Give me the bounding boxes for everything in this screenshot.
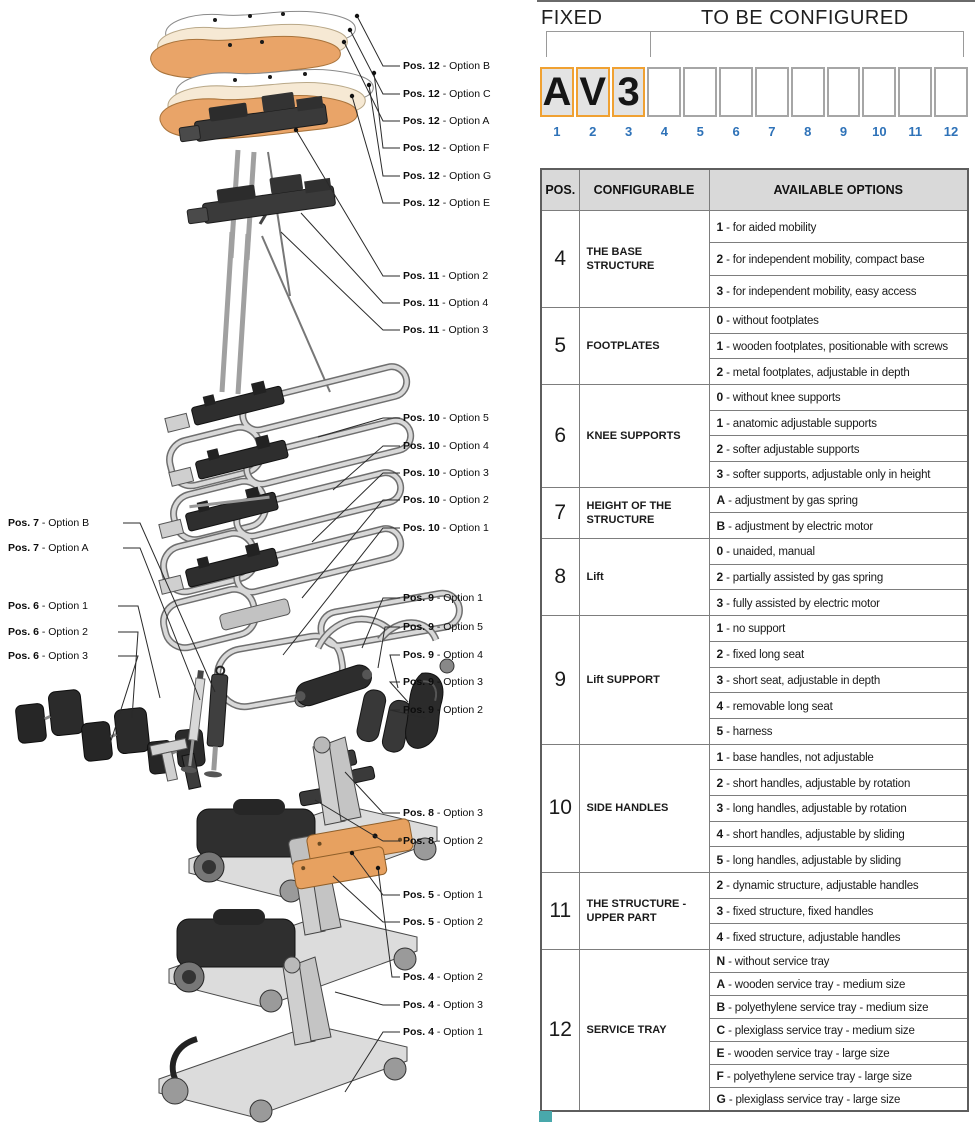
option-cell	[709, 924, 968, 950]
option-code: B	[716, 518, 726, 533]
code-box: V	[576, 67, 610, 117]
option-text: - long handles, adjustable by rotation	[723, 803, 907, 816]
option-text: - harness	[723, 726, 773, 739]
diagram-callout: Pos. 9 - Option 4	[403, 649, 483, 661]
option-cell	[709, 795, 968, 821]
diagram-callout: Pos. 5 - Option 1	[403, 889, 483, 901]
diagram-callout: Pos. 8 - Option 3	[403, 807, 483, 819]
diagram-callout: Pos. 6 - Option 2	[8, 626, 88, 638]
pos-number: 11	[541, 873, 579, 950]
fixed-zone-label: FIXED	[541, 7, 603, 29]
diagram-callout: Pos. 7 - Option B	[8, 517, 90, 529]
code-box	[791, 67, 825, 117]
position-number: 11	[908, 124, 923, 139]
position-number: 3	[624, 124, 633, 139]
option-code: 0	[716, 313, 724, 328]
code-box	[934, 67, 968, 117]
pos-number: 4	[541, 211, 579, 308]
option-row	[541, 744, 968, 770]
option-code: 4	[716, 698, 724, 713]
option-code: F	[716, 1069, 724, 1084]
diagram-callout: Pos. 5 - Option 2	[403, 916, 483, 928]
option-cell	[709, 693, 968, 719]
diagram-callout: Pos. 8 - Option 2	[403, 835, 483, 847]
position-number: 2	[589, 124, 597, 139]
option-cell	[709, 384, 968, 410]
option-cell	[709, 898, 968, 924]
pos-number: 5	[541, 307, 579, 384]
option-code: 5	[716, 852, 724, 867]
option-code: 3	[716, 595, 724, 610]
option-text: - partially assisted by gas spring	[723, 572, 884, 585]
option-row	[541, 384, 968, 410]
option-text: - without knee supports	[723, 392, 841, 405]
option-code: 1	[716, 415, 724, 430]
option-text: - metal footplates, adjustable in depth	[723, 366, 910, 379]
option-code: 3	[716, 672, 724, 687]
option-code: 1	[716, 621, 724, 636]
configurable-name: Lift SUPPORT	[579, 616, 709, 744]
diagram-callout: Pos. 12 - Option A	[403, 115, 490, 127]
option-text: - softer adjustable supports	[723, 443, 860, 456]
diagram-callout: Pos. 12 - Option B	[403, 60, 490, 72]
option-text: - fully assisted by electric motor	[723, 597, 880, 610]
option-code: 2	[716, 251, 724, 266]
option-code: A	[716, 493, 726, 508]
configurable-name: KNEE SUPPORTS	[579, 384, 709, 487]
option-text: - polyethylene service tray - large size	[723, 1071, 912, 1084]
option-text: - for independent mobility, compact base	[723, 253, 925, 266]
col-header-pos: POS.	[541, 169, 579, 211]
knee-support-pads	[14, 689, 206, 789]
option-code: 0	[716, 390, 724, 405]
option-code: 3	[716, 801, 724, 816]
option-cell	[709, 950, 968, 973]
option-text: - short handles, adjustable by sliding	[723, 828, 905, 841]
option-code: 2	[716, 570, 724, 585]
option-text: - plexiglass service tray - large size	[725, 1093, 901, 1106]
configurable-name: THE BASE STRUCTURE	[579, 211, 709, 308]
option-code: 4	[716, 929, 724, 944]
option-text: - polyethylene service tray - medium size	[725, 1002, 929, 1015]
pos-number: 10	[541, 744, 579, 872]
configurable-name: SIDE HANDLES	[579, 744, 709, 872]
code-box	[647, 67, 681, 117]
option-text: - wooden footplates, positionable with screws	[723, 340, 948, 353]
diagram-callout: Pos. 4 - Option 3	[403, 999, 483, 1011]
position-number: 8	[804, 124, 812, 139]
diagram-callout: Pos. 11 - Option 2	[403, 270, 489, 282]
option-text: - long handles, adjustable by sliding	[723, 854, 901, 867]
code-box: A	[540, 67, 574, 117]
page-corner-mark	[539, 1111, 552, 1122]
option-cell	[709, 513, 968, 539]
base-structures	[159, 737, 437, 1122]
diagram-callout: Pos. 10 - Option 2	[403, 494, 489, 506]
option-code: 1	[716, 338, 724, 353]
configurable-name: HEIGHT OF THE STRUCTURE	[579, 487, 709, 538]
position-number: 4	[660, 124, 669, 139]
option-code: 2	[716, 647, 724, 662]
code-box	[898, 67, 932, 117]
option-text: - removable long seat	[723, 700, 833, 713]
option-cell	[709, 590, 968, 616]
option-text: - short handles, adjustable by rotation	[723, 777, 911, 790]
option-cell	[709, 539, 968, 565]
option-code: 2	[716, 775, 724, 790]
option-text: - adjustment by gas spring	[725, 495, 858, 508]
position-number: 10	[872, 124, 887, 139]
option-cell	[709, 1019, 968, 1042]
option-cell	[709, 243, 968, 275]
option-code: 3	[716, 904, 724, 919]
option-row	[541, 616, 968, 642]
diagram-callout: Pos. 12 - Option C	[403, 88, 491, 100]
diagram-callout: Pos. 12 - Option F	[403, 142, 490, 154]
option-cell	[709, 1042, 968, 1065]
option-cell	[709, 641, 968, 667]
diagram-callout: Pos. 4 - Option 2	[403, 971, 483, 983]
position-number: 1	[553, 124, 561, 139]
diagram-callout: Pos. 10 - Option 4	[403, 440, 489, 452]
table-header-row	[541, 169, 968, 211]
option-cell	[709, 436, 968, 462]
option-code: 2	[716, 441, 724, 456]
option-text: - softer supports, adjustable only in height	[723, 469, 931, 482]
diagram-callout: Pos. 9 - Option 3	[403, 676, 483, 688]
code-box: 3	[612, 67, 646, 117]
option-cell	[709, 1065, 968, 1088]
pos-number: 8	[541, 539, 579, 616]
diagram-callout: Pos. 7 - Option A	[8, 542, 89, 554]
option-code: B	[716, 1000, 726, 1015]
option-cell	[709, 996, 968, 1019]
option-row	[541, 307, 968, 333]
option-cell	[709, 1088, 968, 1111]
option-code: 3	[716, 467, 724, 482]
option-text: - without footplates	[723, 315, 819, 328]
option-code: 2	[716, 878, 724, 893]
upper-structure-assemblies	[176, 88, 336, 394]
pos-number: 12	[541, 950, 579, 1111]
option-code: 1	[716, 219, 724, 234]
option-row	[541, 539, 968, 565]
option-text: - fixed long seat	[723, 649, 804, 662]
position-number: 5	[696, 124, 704, 139]
position-number: 6	[732, 124, 740, 139]
diagram-callout: Pos. 12 - Option E	[403, 197, 490, 209]
option-cell	[709, 211, 968, 243]
option-text: - for independent mobility, easy access	[723, 286, 917, 299]
option-cell	[709, 307, 968, 333]
option-cell	[709, 847, 968, 873]
option-cell	[709, 359, 968, 385]
code-box	[719, 67, 753, 117]
option-cell	[709, 275, 968, 307]
option-text: - wooden service tray - medium size	[725, 979, 906, 992]
option-text: - no support	[723, 623, 786, 636]
configurable-name: SERVICE TRAY	[579, 950, 709, 1111]
position-number: 9	[839, 124, 848, 139]
code-box	[827, 67, 861, 117]
option-cell	[709, 616, 968, 642]
option-row	[541, 487, 968, 513]
option-text: - adjustment by electric motor	[725, 520, 873, 533]
option-code: E	[716, 1046, 725, 1061]
position-number: 12	[943, 124, 959, 139]
option-cell	[709, 770, 968, 796]
code-box	[755, 67, 789, 117]
option-cell	[709, 718, 968, 744]
option-cell	[709, 667, 968, 693]
option-cell	[709, 821, 968, 847]
top-divider-rule	[537, 0, 975, 2]
configuration-code-boxes	[540, 67, 968, 117]
configurable-name: Lift	[579, 539, 709, 616]
diagram-callout: Pos. 9 - Option 2	[403, 704, 483, 716]
diagram-callout: Pos. 4 - Option 1	[403, 1026, 483, 1038]
diagram-callout: Pos. 10 - Option 3	[403, 467, 489, 479]
option-row	[541, 950, 968, 973]
option-cell	[709, 410, 968, 436]
pos-number: 9	[541, 616, 579, 744]
option-code: 4	[716, 826, 724, 841]
position-number-row	[540, 124, 968, 139]
option-code: 2	[716, 364, 724, 379]
option-text: - short seat, adjustable in depth	[723, 674, 881, 687]
option-cell	[709, 462, 968, 488]
diagram-callout: Pos. 9 - Option 1	[403, 592, 483, 604]
diagram-callout: Pos. 11 - Option 3	[403, 324, 489, 336]
option-cell	[709, 333, 968, 359]
option-row	[541, 873, 968, 899]
option-text: - anatomic adjustable supports	[723, 417, 877, 430]
diagram-callout: Pos. 11 - Option 4	[403, 297, 489, 309]
option-cell	[709, 487, 968, 513]
diagram-callout: Pos. 12 - Option G	[403, 170, 492, 182]
option-text: - fixed structure, adjustable handles	[723, 931, 901, 944]
option-text: - for aided mobility	[723, 221, 817, 234]
option-row	[541, 211, 968, 243]
configured-zone-bracket	[650, 31, 964, 57]
pos-number: 7	[541, 487, 579, 538]
options-table	[540, 168, 969, 1112]
option-code: 5	[716, 724, 724, 739]
pos-number: 6	[541, 384, 579, 487]
configurable-name: THE STRUCTURE - UPPER PART	[579, 873, 709, 950]
option-cell	[709, 744, 968, 770]
code-box	[683, 67, 717, 117]
to-be-configured-zone-label: TO BE CONFIGURED	[701, 7, 909, 29]
option-code: A	[716, 977, 726, 992]
diagram-callout: Pos. 10 - Option 5	[403, 412, 489, 424]
diagram-callout: Pos. 10 - Option 1	[403, 522, 489, 534]
option-text: - plexiglass service tray - medium size	[725, 1025, 915, 1038]
option-cell	[709, 873, 968, 899]
diagram-callout: Pos. 6 - Option 1	[8, 600, 88, 612]
option-text: - dynamic structure, adjustable handles	[723, 880, 919, 893]
col-header-available-options: AVAILABLE OPTIONS	[709, 169, 968, 211]
option-text: - without service tray	[725, 956, 830, 969]
option-code: 3	[716, 284, 724, 299]
option-cell	[709, 973, 968, 996]
option-code: 0	[716, 544, 724, 559]
option-text: - unaided, manual	[723, 546, 815, 559]
option-code: C	[716, 1023, 726, 1038]
position-number: 7	[768, 124, 776, 139]
diagram-callout: Pos. 6 - Option 3	[8, 650, 88, 662]
code-box	[862, 67, 896, 117]
diagram-callout: Pos. 9 - Option 5	[403, 621, 483, 633]
option-text: - wooden service tray - large size	[724, 1048, 890, 1061]
option-text: - base handles, not adjustable	[723, 751, 874, 764]
option-code: 1	[716, 749, 724, 764]
configurable-name: FOOTPLATES	[579, 307, 709, 384]
option-cell	[709, 564, 968, 590]
option-code: G	[716, 1091, 726, 1106]
option-code: N	[716, 954, 726, 969]
fixed-zone-bracket	[546, 31, 651, 57]
option-text: - fixed structure, fixed handles	[723, 906, 874, 919]
col-header-configurable: CONFIGURABLE	[579, 169, 709, 211]
